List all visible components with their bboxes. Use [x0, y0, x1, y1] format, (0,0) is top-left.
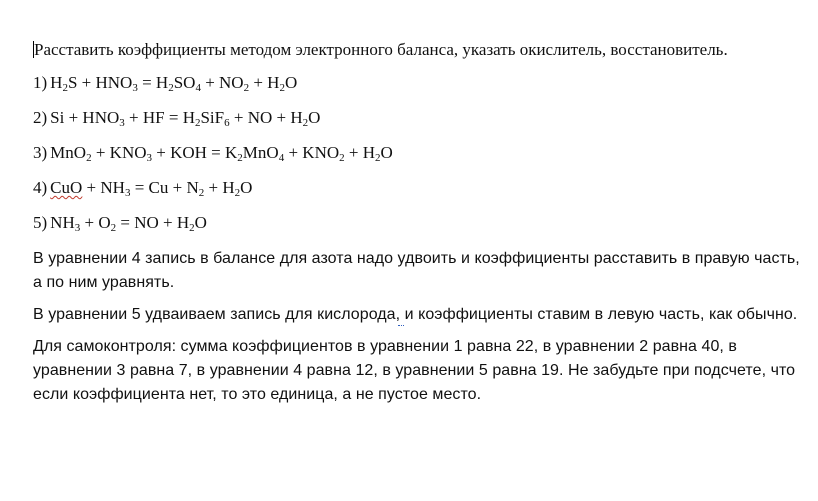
- formula-text: + KNO: [91, 143, 147, 162]
- equation-number: 5): [33, 213, 48, 232]
- formula-text: O: [308, 108, 321, 127]
- subscript: 2: [234, 187, 241, 199]
- subscript: 2: [279, 82, 285, 94]
- equation-number: 1): [33, 73, 48, 92]
- subscript: 4: [195, 82, 201, 94]
- formula-text: + KNO: [284, 143, 340, 162]
- formula-text: + H: [344, 143, 375, 162]
- formula-text: + H: [249, 73, 280, 92]
- note-equation-4: В уравнении 4 запись в балансе для азота надо удвоить и коэффициенты расставить в правую часть, а по ним уравнять.: [33, 250, 800, 291]
- formula-text: MnO: [50, 143, 87, 162]
- note-equation-5-text-b: и коэффициенты ставим в левую часть, как обычно.: [400, 306, 798, 323]
- formula-text: O: [240, 178, 253, 197]
- formula-text: O: [380, 143, 393, 162]
- spellcheck-underlined-text[interactable]: CuO: [50, 178, 83, 197]
- subscript: 3: [74, 222, 81, 234]
- formula-text: + NH: [82, 178, 125, 197]
- note-equation-5-text-a: В уравнении 5 удваиваем запись для кислорода: [33, 306, 396, 323]
- subscript: 2: [237, 152, 243, 164]
- formula-text: + H: [204, 178, 235, 197]
- subscript: 6: [224, 117, 230, 129]
- equation-number: 2): [33, 108, 48, 127]
- formula-text: Si + HNO: [50, 108, 120, 127]
- task-instruction: [33, 37, 803, 62]
- formula-text: + O: [80, 213, 111, 232]
- formula-text: = NO + H: [116, 213, 190, 232]
- formatting-mark: ,: [395, 306, 401, 323]
- subscript: 2: [375, 152, 381, 164]
- formula-text: S + HNO: [67, 73, 133, 92]
- formula-text: O: [194, 213, 207, 232]
- subscript: 2: [198, 187, 205, 199]
- formula-text: + HF = H: [124, 108, 195, 127]
- equation-3: [33, 142, 803, 164]
- formula-text: = H: [137, 73, 169, 92]
- formula-text: SO: [173, 73, 196, 92]
- subscript: 2: [194, 117, 201, 129]
- equation-number: 4): [33, 178, 48, 197]
- subscript: 2: [243, 82, 250, 94]
- formula-text: + NO + H: [229, 108, 303, 127]
- task-instruction-text: Расставить коэффициенты методом электронного баланса, указать окислитель, восстановитель.: [34, 40, 728, 59]
- formula-text: = Cu + N: [130, 178, 199, 197]
- equation-2: [33, 107, 803, 129]
- formula-text: MnO: [242, 143, 279, 162]
- equation-1: [33, 72, 803, 94]
- subscript: 2: [339, 152, 345, 164]
- subscript: 2: [110, 222, 117, 234]
- equation-4: [33, 177, 803, 199]
- subscript: 3: [146, 152, 152, 164]
- equation-5: [33, 212, 803, 234]
- subscript: 3: [119, 117, 125, 129]
- formula-text: H: [50, 73, 63, 92]
- subscript: 2: [168, 82, 174, 94]
- subscript: 2: [189, 222, 195, 234]
- equation-number: 3): [33, 143, 48, 162]
- note-equation-5: [33, 303, 803, 327]
- subscript: 4: [278, 152, 285, 164]
- formula-text: NH: [50, 213, 75, 232]
- document-page: [33, 37, 803, 415]
- formula-text: + NO: [200, 73, 244, 92]
- subscript: 2: [302, 117, 309, 129]
- subscript: 3: [124, 187, 131, 199]
- subscript: 2: [86, 152, 92, 164]
- formula-text: SiF: [200, 108, 225, 127]
- formula-text: O: [284, 73, 298, 92]
- subscript: 3: [132, 82, 138, 94]
- formula-text: + KOH = K: [152, 143, 238, 162]
- subscript: 2: [62, 82, 68, 94]
- self-check-note: Для самоконтроля: сумма коэффициентов в уравнении 1 равна 22, в уравнении 2 равна 40, в уравнении 3 равна 7, в уравнении 4 равна 12, в уравнении 5 равна 19. Не забудьте при подсчете, что если коэффициента нет, то это единица, а не пустое место.: [33, 338, 796, 403]
